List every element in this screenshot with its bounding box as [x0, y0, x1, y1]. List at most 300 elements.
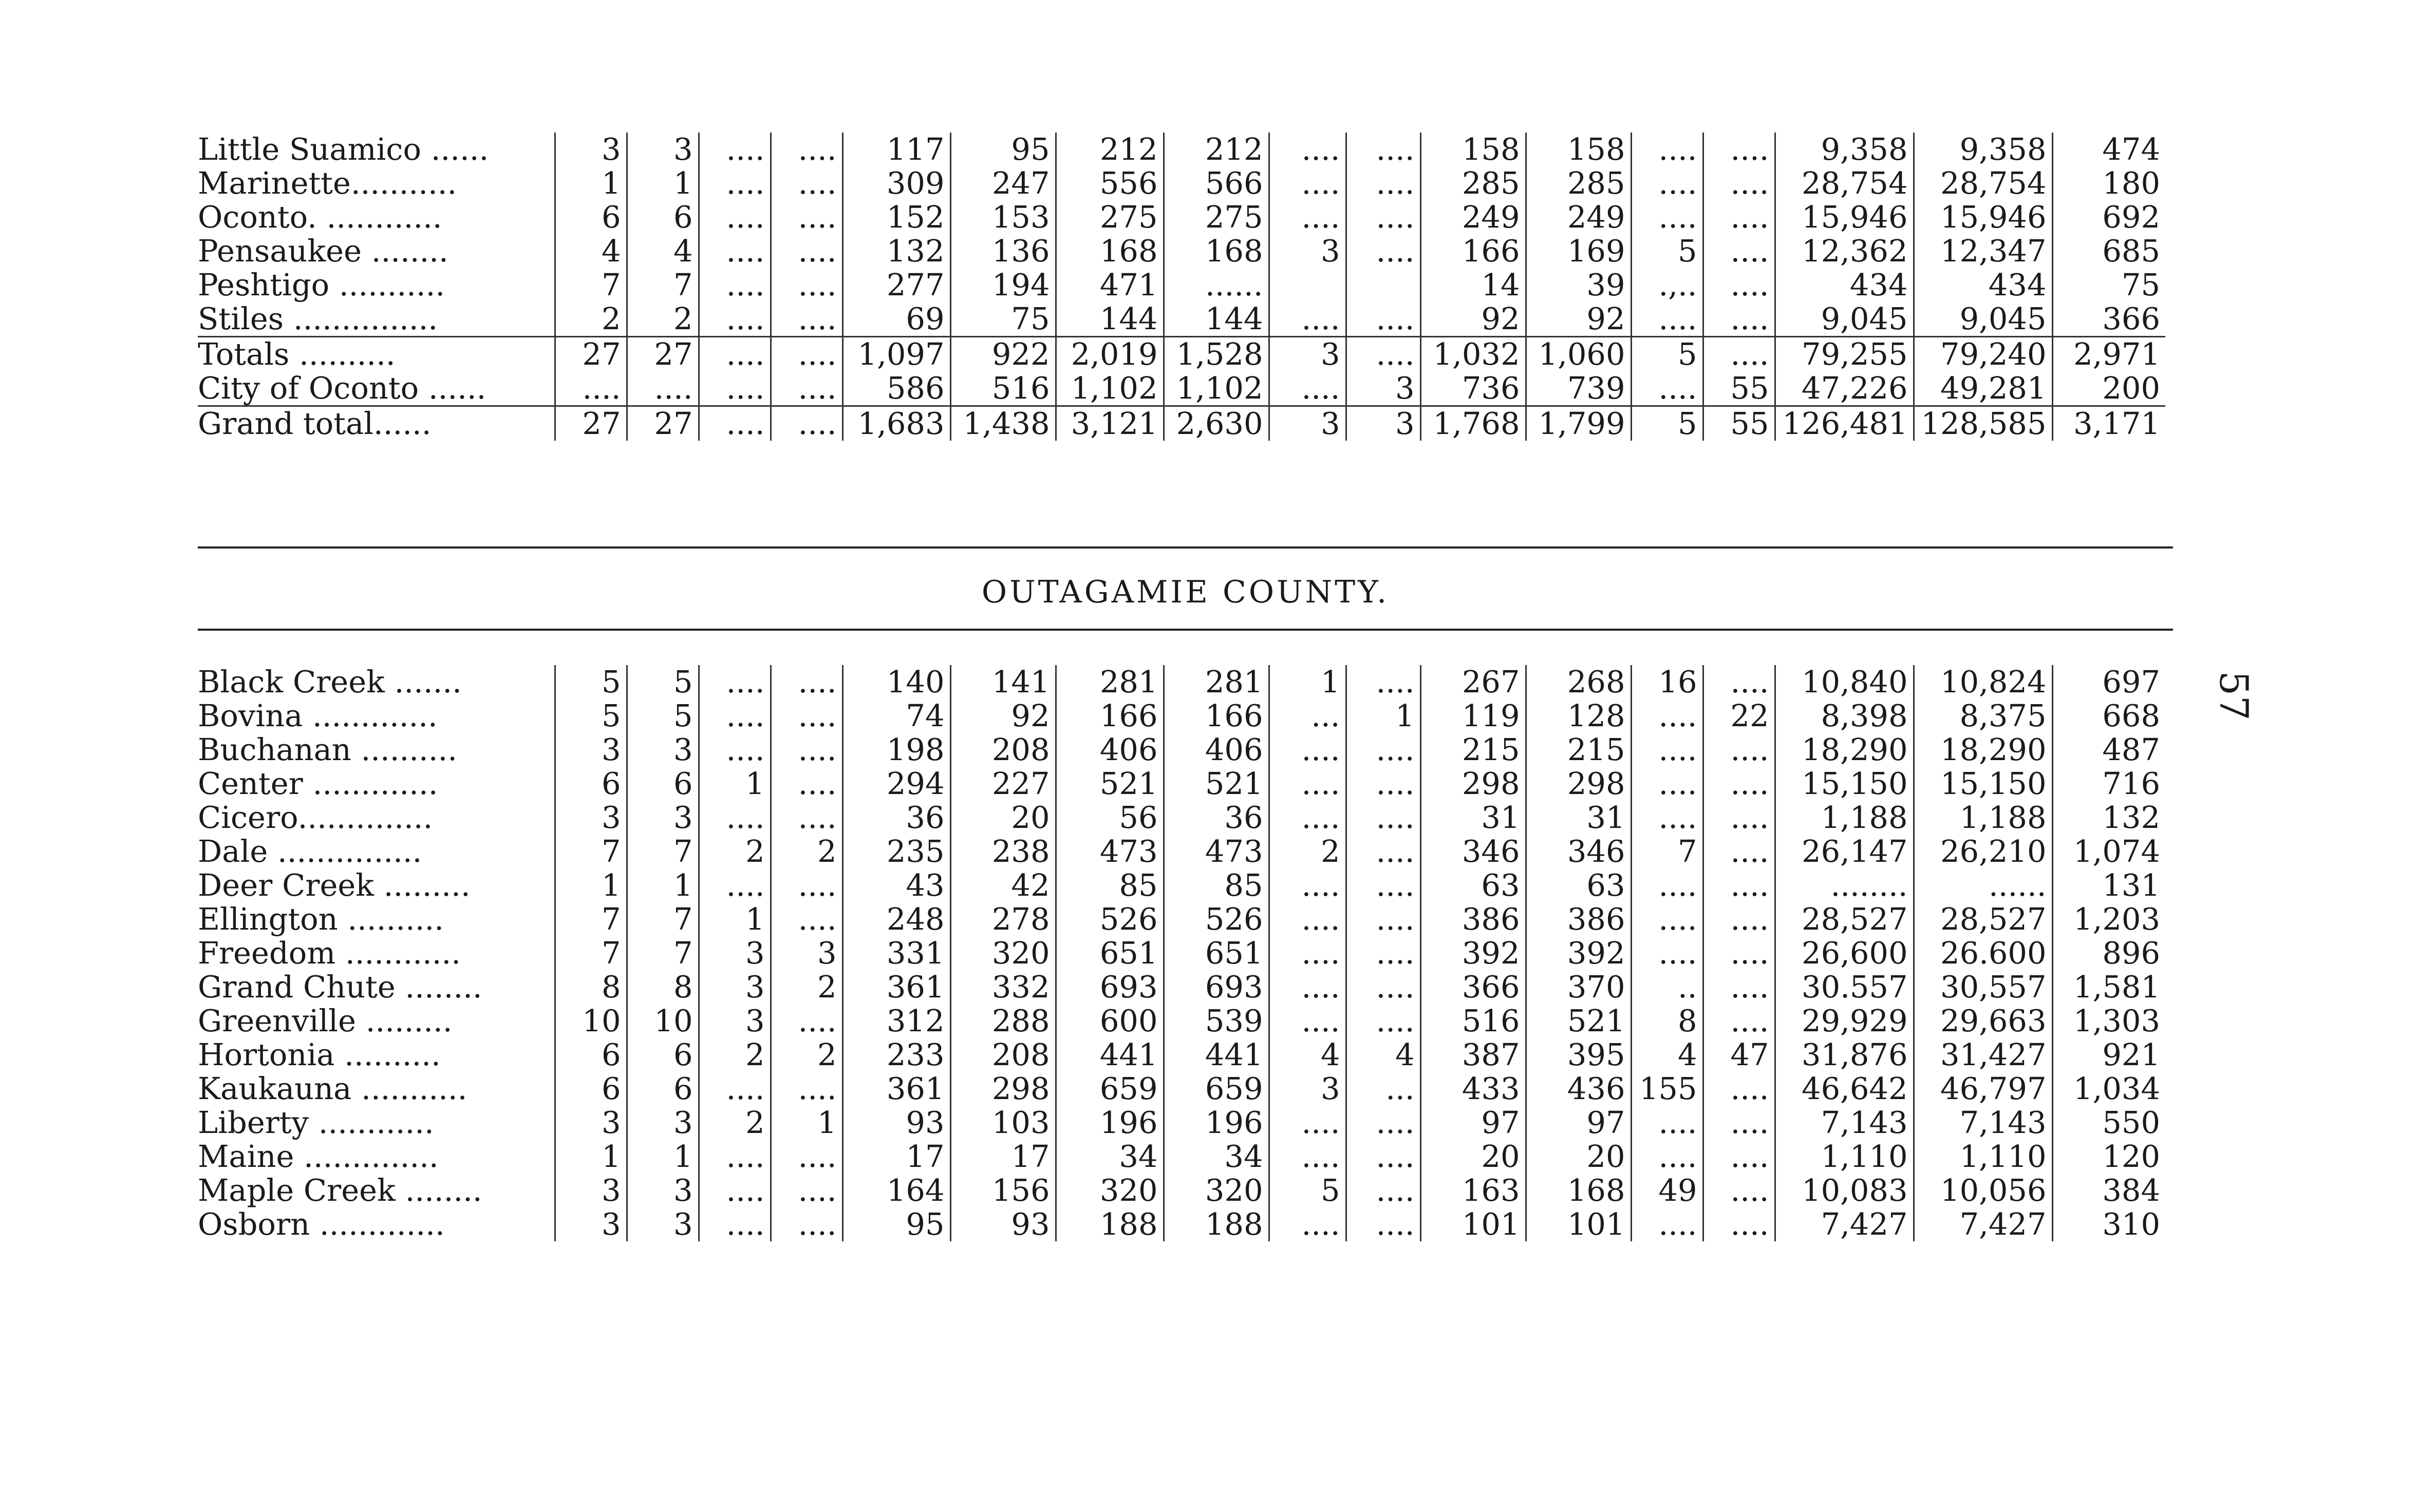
table-cell: 92	[1526, 302, 1631, 337]
table-cell: 155	[1631, 1072, 1703, 1106]
page-number: 57	[2211, 671, 2257, 721]
row-label: Marinette...........	[198, 166, 555, 200]
table-cell: 7	[555, 902, 627, 936]
table-cell: 473	[1164, 835, 1269, 868]
table-cell: ....	[771, 733, 842, 767]
table-cell: 436	[1526, 1072, 1631, 1106]
table-cell: 4	[1269, 1038, 1346, 1072]
table-cell: ....	[699, 337, 771, 372]
table-cell: ....	[699, 1072, 771, 1106]
table-cell: 55	[1703, 371, 1775, 406]
table-cell: ....	[1703, 970, 1775, 1004]
table-cell: 153	[950, 200, 1056, 234]
table-cell: 3,171	[2052, 406, 2165, 441]
table-cell: 6	[555, 1038, 627, 1072]
table-cell: ....	[1269, 1106, 1346, 1140]
table-cell: 361	[842, 970, 950, 1004]
table-cell: 10	[555, 1004, 627, 1038]
table-cell: 3	[555, 1174, 627, 1207]
table-cell: 1,303	[2073, 1004, 2160, 1038]
table-cell: 31,876	[1775, 1038, 1914, 1072]
table-cell: 46,797	[1914, 1072, 2052, 1106]
city-row	[198, 371, 2165, 406]
table-cell: 29,929	[1775, 1004, 1914, 1038]
table-row	[198, 936, 2165, 970]
table-cell: 249	[1526, 200, 1631, 234]
table-cell: 3	[627, 801, 699, 835]
table-cell: ....	[699, 268, 771, 302]
table-cell: 7,143	[1775, 1106, 1914, 1140]
table-cell: 93	[842, 1106, 950, 1140]
table-cell: 346	[1526, 835, 1631, 868]
table-cell: 75	[950, 302, 1056, 337]
table-cell: ......	[1164, 268, 1269, 302]
table-cell: 473	[1056, 835, 1164, 868]
table-cell: ....	[1269, 133, 1346, 166]
table-cell: ....	[1346, 1207, 1420, 1241]
table-cell: 6	[627, 767, 699, 801]
table-cell: 441	[1164, 1038, 1269, 1072]
table-cell: ....	[1269, 970, 1346, 1004]
table-cell: ....	[1703, 200, 1775, 234]
table-cell: 7	[555, 936, 627, 970]
table-cell: 27	[555, 406, 627, 441]
table-cell: 158	[1526, 133, 1631, 166]
table-cell: 28,527	[1775, 902, 1914, 936]
table-cell: 28,754	[1775, 166, 1914, 200]
table-cell: 1,060	[1526, 337, 1631, 372]
table-cell: 63	[1420, 868, 1526, 902]
table-cell: ....	[1703, 133, 1775, 166]
table-cell: 164	[842, 1174, 950, 1207]
table-cell: 188	[1164, 1207, 1269, 1241]
table-cell: 18,290	[1775, 733, 1914, 767]
table-cell: ....	[1269, 1207, 1346, 1241]
row-label: Grand total......	[198, 406, 555, 441]
table-cell: 26.600	[1914, 936, 2052, 970]
table-cell: 103	[950, 1106, 1056, 1140]
table-cell: ..	[1631, 970, 1703, 1004]
table-cell: 3	[1269, 406, 1346, 441]
table-row	[198, 970, 2165, 1004]
table-cell: 12,347	[1914, 234, 2052, 268]
table-cell: 526	[1164, 902, 1269, 936]
table-cell	[1346, 268, 1420, 302]
table-cell: 39	[1526, 268, 1631, 302]
table-cell: 736	[1420, 371, 1526, 406]
table-cell: 3	[1346, 406, 1420, 441]
table-cell: 132	[2102, 801, 2160, 835]
table-cell: ....	[1703, 733, 1775, 767]
table-cell: 46,642	[1775, 1072, 1914, 1106]
table-cell: ....	[1269, 936, 1346, 970]
table-cell: ........	[1775, 868, 1914, 902]
table-cell: 346	[1420, 835, 1526, 868]
table-cell: 3	[627, 1106, 699, 1140]
table-cell: ....	[1346, 902, 1420, 936]
table-cell: ....	[1703, 166, 1775, 200]
table-cell: 10,056	[1914, 1174, 2052, 1207]
table-cell: 1	[627, 1140, 699, 1174]
table-cell: 7	[627, 902, 699, 936]
table-cell: 4	[627, 234, 699, 268]
table-cell: 43	[842, 868, 950, 902]
table-cell: 215	[1420, 733, 1526, 767]
table-cell: ....	[1269, 200, 1346, 234]
table-cell: 1	[555, 166, 627, 200]
table-cell: 31	[1420, 801, 1526, 835]
table-cell: 3	[555, 733, 627, 767]
table-cell: 8	[1631, 1004, 1703, 1038]
table-cell: 180	[2102, 166, 2160, 200]
table-cell: 392	[1526, 936, 1631, 970]
table-cell: 692	[2102, 200, 2160, 234]
table-cell: 320	[950, 936, 1056, 970]
table-cell: ....	[1703, 801, 1775, 835]
table-cell: ....	[1346, 1004, 1420, 1038]
table-cell: ....	[699, 733, 771, 767]
table-cell: 168	[1164, 234, 1269, 268]
table-row	[198, 902, 2165, 936]
oconto-county-table	[198, 133, 2165, 441]
table-cell: 566	[1164, 166, 1269, 200]
table-cell: 168	[1056, 234, 1164, 268]
table-row	[198, 200, 2165, 234]
table-cell: 6	[555, 200, 627, 234]
table-cell: ....	[1703, 1072, 1775, 1106]
row-label: Bovina .............	[198, 699, 555, 733]
table-cell: 120	[2102, 1140, 2160, 1174]
table-cell: 79,255	[1775, 337, 1914, 372]
table-cell: ....	[771, 699, 842, 733]
table-cell: 2,630	[1164, 406, 1269, 441]
table-cell: ....	[1703, 302, 1775, 337]
table-cell: 26,210	[1914, 835, 2052, 868]
table-cell: 74	[842, 699, 950, 733]
row-label: Liberty ............	[198, 1106, 555, 1140]
table-cell: 693	[1164, 970, 1269, 1004]
table-cell: ....	[699, 371, 771, 406]
table-cell: 8,398	[1775, 699, 1914, 733]
table-cell: 521	[1056, 767, 1164, 801]
table-cell: 238	[950, 835, 1056, 868]
table-cell: 5	[1631, 406, 1703, 441]
table-cell: ....	[1269, 302, 1346, 337]
table-cell: 659	[1056, 1072, 1164, 1106]
table-cell: 9,358	[1775, 133, 1914, 166]
table-cell: 166	[1056, 699, 1164, 733]
table-cell: ....	[1631, 1140, 1703, 1174]
table-cell: 1,528	[1164, 337, 1269, 372]
table-cell: 132	[842, 234, 950, 268]
table-cell: 298	[1420, 767, 1526, 801]
table-cell: 2	[555, 302, 627, 337]
table-cell: 152	[842, 200, 950, 234]
table-cell: 1	[627, 166, 699, 200]
table-cell: 441	[1056, 1038, 1164, 1072]
table-cell: 1	[699, 902, 771, 936]
totals-row	[198, 337, 2165, 372]
table-cell: ....	[1703, 665, 1775, 699]
table-cell: 716	[2102, 767, 2160, 801]
table-cell: ....	[1346, 133, 1420, 166]
table-cell: 332	[950, 970, 1056, 1004]
table-cell: ....	[771, 665, 842, 699]
table-cell: 196	[1056, 1106, 1164, 1140]
table-cell: 3	[555, 1106, 627, 1140]
table-cell: 56	[1056, 801, 1164, 835]
table-cell: 17	[842, 1140, 950, 1174]
table-cell: 406	[1164, 733, 1269, 767]
table-cell: 3	[627, 1174, 699, 1207]
table-cell: 42	[950, 868, 1056, 902]
table-cell: 3	[627, 733, 699, 767]
table-cell: 2	[771, 835, 842, 868]
table-cell: 521	[1526, 1004, 1631, 1038]
table-cell: ....	[1703, 902, 1775, 936]
table-cell: 320	[1164, 1174, 1269, 1207]
table-cell: 651	[1056, 936, 1164, 970]
row-label: Maine ..............	[198, 1140, 555, 1174]
table-cell: 1	[555, 1140, 627, 1174]
table-cell: 248	[842, 902, 950, 936]
row-label: Pensaukee ........	[198, 234, 555, 268]
table-cell: 10,824	[1914, 665, 2052, 699]
table-cell: 1,097	[842, 337, 950, 372]
table-cell: ....	[1631, 166, 1703, 200]
table-cell: ....	[1269, 1004, 1346, 1038]
table-cell: 47	[1703, 1038, 1775, 1072]
table-cell: 7,143	[1914, 1106, 2052, 1140]
table-cell: 15,946	[1914, 200, 2052, 234]
table-cell: 739	[1526, 371, 1631, 406]
table-cell: 5	[1631, 234, 1703, 268]
table-cell: 471	[1056, 268, 1164, 302]
table-cell: 28,754	[1914, 166, 2052, 200]
table-cell: ....	[1703, 767, 1775, 801]
table-cell: 166	[1164, 699, 1269, 733]
table-cell: 101	[1526, 1207, 1631, 1241]
table-cell: 69	[842, 302, 950, 337]
row-label: Maple Creek ........	[198, 1174, 555, 1207]
table-row	[198, 234, 2165, 268]
row-label: Stiles ...............	[198, 302, 555, 337]
table-cell: ....	[699, 1140, 771, 1174]
table-cell: 10,840	[1775, 665, 1914, 699]
table-cell: ....	[771, 337, 842, 372]
table-cell: 285	[1526, 166, 1631, 200]
table-cell: ....	[1703, 337, 1775, 372]
table-cell: 3,121	[1056, 406, 1164, 441]
outagamie-county-table	[198, 665, 2165, 1241]
table-cell: 36	[842, 801, 950, 835]
table-cell: 288	[950, 1004, 1056, 1038]
table-cell: 386	[1420, 902, 1526, 936]
table-cell: ....	[699, 665, 771, 699]
table-cell: 249	[1420, 200, 1526, 234]
table-cell: 1,032	[1420, 337, 1526, 372]
table-cell: 3	[699, 936, 771, 970]
table-cell: 4	[1346, 1038, 1420, 1072]
table-cell: 298	[950, 1072, 1056, 1106]
table-cell: ....	[1631, 699, 1703, 733]
table-cell: 27	[555, 337, 627, 372]
table-cell: 275	[1056, 200, 1164, 234]
table-cell: ....	[1631, 1106, 1703, 1140]
table-cell: 79,240	[1914, 337, 2052, 372]
table-cell: 144	[1164, 302, 1269, 337]
table-row	[198, 733, 2165, 767]
table-cell: 7	[1631, 835, 1703, 868]
table-cell: 20	[1420, 1140, 1526, 1174]
table-row	[198, 835, 2165, 868]
table-cell: 516	[1420, 1004, 1526, 1038]
table-cell: 215	[1526, 733, 1631, 767]
table-cell: 5	[555, 699, 627, 733]
table-cell: 7	[555, 268, 627, 302]
table-cell: 550	[2102, 1106, 2160, 1140]
table-cell: 275	[1164, 200, 1269, 234]
table-cell: 126,481	[1775, 406, 1914, 441]
table-cell: 163	[1420, 1174, 1526, 1207]
table-cell: 8	[627, 970, 699, 1004]
table-cell: 15,150	[1775, 767, 1914, 801]
table-cell: 298	[1526, 767, 1631, 801]
table-cell: 556	[1056, 166, 1164, 200]
table-cell: 539	[1164, 1004, 1269, 1038]
table-cell: 1,203	[2073, 902, 2160, 936]
table-cell: 92	[1420, 302, 1526, 337]
table-cell: 20	[950, 801, 1056, 835]
table-cell: 9,045	[1775, 302, 1914, 337]
table-cell: ....	[1269, 801, 1346, 835]
row-label: Peshtigo ...........	[198, 268, 555, 302]
table-row	[198, 133, 2165, 166]
table-cell: 92	[950, 699, 1056, 733]
table-cell: 7	[627, 936, 699, 970]
table-cell: ...	[1346, 1072, 1420, 1106]
table-cell: ....	[1346, 1106, 1420, 1140]
table-cell: ....	[1346, 200, 1420, 234]
table-cell: 5	[627, 699, 699, 733]
table-cell: 434	[1775, 268, 1914, 302]
table-cell: ....	[1631, 733, 1703, 767]
table-cell: 1	[771, 1106, 842, 1140]
table-cell: ....	[1703, 868, 1775, 902]
table-cell: ....	[1346, 767, 1420, 801]
table-cell: 268	[1526, 665, 1631, 699]
table-cell: ....	[1346, 166, 1420, 200]
table-row	[198, 1207, 2165, 1241]
table-cell: ....	[771, 801, 842, 835]
table-cell: 3	[627, 1207, 699, 1241]
table-cell: 97	[1526, 1106, 1631, 1140]
table-cell: ....	[1269, 868, 1346, 902]
table-cell: 136	[950, 234, 1056, 268]
table-cell: 30,557	[1914, 970, 2052, 1004]
table-cell: 5	[627, 665, 699, 699]
table-row	[198, 302, 2165, 337]
table-cell: ....	[1346, 970, 1420, 1004]
table-cell: 693	[1056, 970, 1164, 1004]
table-cell: 586	[842, 371, 950, 406]
table-row	[198, 268, 2165, 302]
table-cell: ....	[771, 868, 842, 902]
table-cell: 5	[1269, 1174, 1346, 1207]
table-cell: ....	[771, 902, 842, 936]
table-cell: ....	[1703, 1004, 1775, 1038]
table-cell: 169	[1526, 234, 1631, 268]
table-cell: 49,281	[1914, 371, 2052, 406]
table-cell: 119	[1420, 699, 1526, 733]
table-cell: ....	[699, 1174, 771, 1207]
table-cell: ....	[1346, 1174, 1420, 1207]
table-cell: 141	[950, 665, 1056, 699]
table-row	[198, 868, 2165, 902]
table-cell: 1,581	[2073, 970, 2160, 1004]
table-cell: 7,427	[1914, 1207, 2052, 1241]
table-cell: 168	[1526, 1174, 1631, 1207]
table-cell: 8,375	[1914, 699, 2052, 733]
row-label: Cicero..............	[198, 801, 555, 835]
table-cell: 4	[555, 234, 627, 268]
table-cell: 27	[627, 337, 699, 372]
row-label: Osborn .............	[198, 1207, 555, 1241]
table-cell: ....	[1269, 902, 1346, 936]
table-cell: 386	[1526, 902, 1631, 936]
table-cell: 267	[1420, 665, 1526, 699]
table-cell: ....	[1703, 1140, 1775, 1174]
table-cell: 387	[1420, 1038, 1526, 1072]
table-cell: 6	[627, 1072, 699, 1106]
table-cell: 395	[1526, 1038, 1631, 1072]
table-cell: 896	[2102, 936, 2160, 970]
table-cell: 85	[1164, 868, 1269, 902]
table-cell: 277	[842, 268, 950, 302]
table-cell: ....	[699, 699, 771, 733]
table-cell: 310	[2102, 1207, 2160, 1241]
table-cell: 1,438	[950, 406, 1056, 441]
table-cell: 516	[950, 371, 1056, 406]
table-cell: 406	[1056, 733, 1164, 767]
table-cell: ....	[771, 200, 842, 234]
table-cell: 366	[2102, 302, 2160, 336]
table-cell: 97	[1420, 1106, 1526, 1140]
table-cell: 128,585	[1914, 406, 2052, 441]
row-label: Little Suamico ......	[198, 133, 555, 166]
table-cell: 1,799	[1526, 406, 1631, 441]
table-cell: ....	[1346, 1140, 1420, 1174]
table-cell: 12,362	[1775, 234, 1914, 268]
table-cell: 370	[1526, 970, 1631, 1004]
table-cell: 9,045	[1914, 302, 2052, 337]
table-cell: 2	[771, 970, 842, 1004]
table-cell: 1	[555, 868, 627, 902]
table-cell: ....	[1631, 371, 1703, 406]
table-cell: 85	[1056, 868, 1164, 902]
table-cell: 208	[950, 733, 1056, 767]
table-cell: 3	[1269, 234, 1346, 268]
table-cell: 1,768	[1420, 406, 1526, 441]
table-cell: 7,427	[1775, 1207, 1914, 1241]
table-cell: 95	[950, 133, 1056, 166]
table-cell: 2,971	[2052, 337, 2165, 372]
table-cell: 1	[627, 868, 699, 902]
table-cell: 3	[1269, 1072, 1346, 1106]
table-cell: 200	[2102, 371, 2160, 406]
row-label: Greenville .........	[198, 1004, 555, 1038]
table-cell: 521	[1164, 767, 1269, 801]
